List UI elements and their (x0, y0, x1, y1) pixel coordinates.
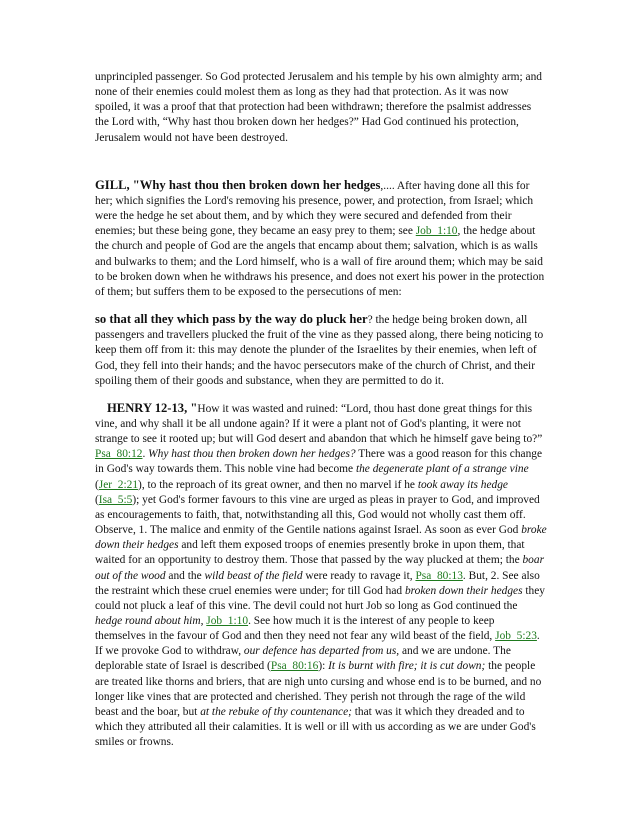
paragraph-text: , the hedge about the church and people of God are the angels that encamp about them; salvation, which is as walls and bulwarks to them; and the Lord himself, who is a wall of fire around them; which may be said to be broken down when he withdraws his presence, and does not exert his power in the protection of them; but suffers them to be exposed to the persecutions of men: (95, 225, 545, 298)
text-run: . If we provoke God to withdraw, (95, 630, 540, 658)
italic-run: broke down their hedges (95, 524, 547, 552)
scripture-link[interactable]: Job_1:10 (206, 615, 249, 627)
italic-run: took away its hedge (417, 478, 508, 491)
paragraph-gill (95, 178, 547, 300)
italic-run: the degenerate plant of a strange vine (355, 463, 529, 476)
scripture-link[interactable]: Psa_80:16 (270, 660, 319, 673)
henry-heading: HENRY 12-13, " (107, 400, 198, 415)
gill-heading: GILL, "Why hast thou then broken down her hedges (95, 177, 381, 192)
paragraph-pluck (95, 312, 547, 389)
text-run: ); yet God's former favours to this vine are urged as pleas in prayer to God, and improved as encouragements to faith, that, notwithstanding all this, God would not wholly cast them off. Observe, 1. The malice and enmity of the Gentile nations against Israel. As soon as ever God (95, 493, 540, 537)
italic-run: wild beast of the field (204, 569, 303, 582)
paragraph-continuation (95, 70, 547, 146)
text-run: . (142, 448, 149, 461)
italic-run: hedge round about him, (95, 615, 204, 627)
text-run: and left them exposed troops of enemies presently broke in upon them, that waited for an opportunity to destroy them. Those that passed by the way plucked at them; the (95, 539, 525, 567)
scripture-link[interactable]: Job_1:10 (415, 225, 458, 238)
italic-run: broken down their hedges (404, 584, 523, 597)
scripture-link[interactable]: Psa_80:12 (95, 448, 143, 461)
text-run: How it was wasted and ruined: “Lord, thou hast done great things for this vine, and why shall it be all undone again? If it were a plant not of God's planting, it were not strange to see it rooted up; but will God desert and abandon that which he himself gave being to?” (95, 402, 543, 446)
paragraph-text: ,.... After having done all this for her; which signifies the Lord's removing his presence, power, and protection, from Israel; which were the hedge he set about them, and by which they were secured and defended from their enemies; but these being gone, they became an easy prey to them; see (95, 179, 534, 238)
italic-run: boar out of the wood (95, 554, 545, 582)
text-run: the people are treated like thorns and briers, that are nigh unto cursing and whose end is to be burned, and no longer like vines that are protected and cherished. They perish not through the rage of the wild beast and the boar, but (95, 660, 542, 718)
text-run: they could not pluck a leaf of this vine. The devil could not hurt Job so long as God continued the (95, 584, 546, 612)
paragraph-henry (95, 401, 547, 751)
text-run: ): (318, 660, 329, 673)
text-run: . But, 2. See also the restraint which these cruel enemies were under; for till God had (95, 569, 540, 597)
scripture-link[interactable]: Jer_2:21 (98, 478, 139, 491)
paragraph-text: ? the hedge being broken down, all passengers and travellers plucked the fruit of the vine as they passed along, there being noticing to keep them off from it: this may denote the plunder of the Israelites by their enemies, when left of God, they fell into their hands; and the havoc persecutors make of the church of Christ, and their spoiling them of their goods and substance, when they are permitted to do it. (95, 314, 544, 387)
text-run: ( (95, 493, 99, 506)
verse-heading: so that all they which pass by the way do pluck her (95, 312, 368, 327)
italic-run: Why hast thou then broken down her hedges? (148, 448, 356, 461)
text-run: were ready to ravage it, (302, 569, 416, 582)
italic-run: at the rebuke of thy countenance; (200, 705, 352, 718)
text-run: and we are undone. The deplorable state of Israel is described ( (95, 645, 511, 673)
scripture-link[interactable]: Isa_5:5 (98, 493, 133, 506)
text-run: that was it which they dreaded and to which they attributed all their calamities. It is well or ill with us according as we are under God's smiles or frowns. (95, 705, 536, 749)
scripture-link[interactable]: Job_5:23 (495, 630, 537, 643)
italic-run: It is burnt with fire; it is cut down; (328, 660, 486, 673)
paragraph-text: unprincipled passenger. So God protected Jerusalem and his temple by his own almighty arm; and none of their enemies could molest them as long as they had that protection. As it was now spoiled, it was a proof that that protection had been withdrawn; therefore the psalmist addresses the Lord with, “Why hast thou broken down her hedges?” Had God continued his protection, Jerusalem would not have been destroyed. (95, 71, 542, 144)
scripture-link[interactable]: Psa_80:13 (415, 569, 463, 582)
text-run: ( (95, 478, 99, 491)
text-run: and the (165, 569, 205, 582)
document-page (95, 70, 547, 750)
text-run: . See how much it is the interest of any people to keep themselves in the favour of God and then they need not fear any wild beast of the field, (95, 615, 496, 643)
text-run: There was a good reason for this change in God's way towards them. This noble vine had become (95, 448, 543, 476)
text-run: ), to the reproach of its great owner, and then no marvel if he (138, 478, 418, 491)
italic-run: our defence has departed from us, (243, 645, 400, 658)
